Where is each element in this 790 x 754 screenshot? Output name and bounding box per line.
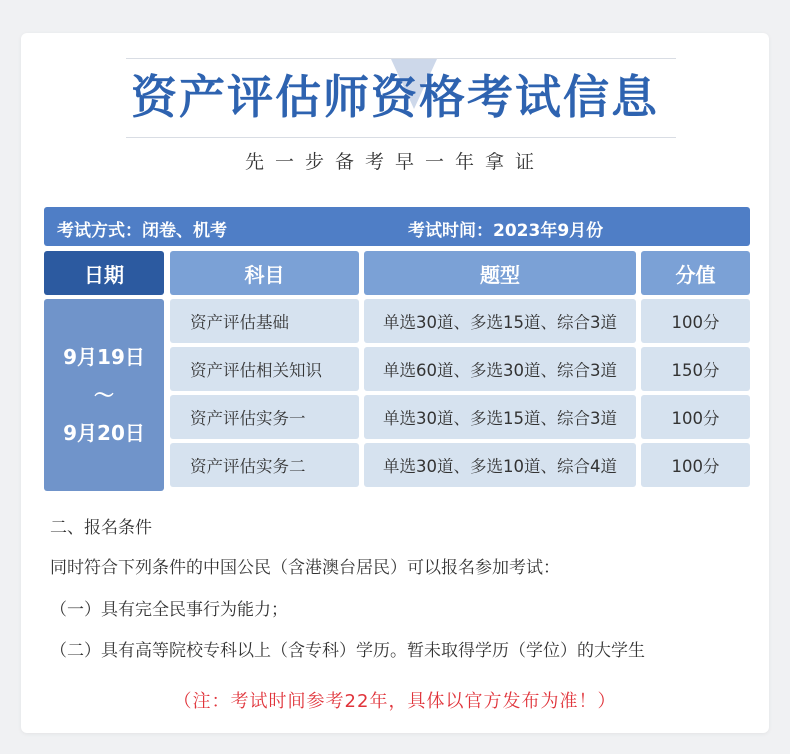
title-bottom-rule [126,137,676,138]
date-start: 9月19日 [63,345,145,369]
row-4-score: 100分 [641,443,750,487]
title-banner [21,58,769,138]
page-title: 资产评估师资格考试信息 [131,70,659,124]
header-date: 日期 [44,251,164,295]
row-2-type: 单选60道、多选30道、综合3道 [364,347,636,391]
row-4-type: 单选30道、多选10道、综合4道 [364,443,636,487]
conditions-intro: 同时符合下列条件的中国公民（含港澳台居民）可以报名参加考试： [50,558,560,578]
header-subject: 科目 [170,251,359,295]
exam-date-cell [44,299,164,491]
date-end: 9月20日 [63,421,145,445]
row-4-subject: 资产评估实务二 [170,443,359,487]
row-2-subject: 资产评估相关知识 [170,347,359,391]
header-question-type: 题型 [364,251,636,295]
footnote: （注：考试时间参考22年，具体以官方发布为准！） [173,691,617,712]
row-3-type: 单选30道、多选15道、综合3道 [364,395,636,439]
page-subtitle: 先一步备考早一年拿证 [244,151,545,173]
content-card [21,33,769,733]
exam-method: 考试方式：闭卷、机考 [57,221,227,241]
row-3-subject: 资产评估实务一 [170,395,359,439]
row-1-score: 100分 [641,299,750,343]
row-3-score: 100分 [641,395,750,439]
condition-item-1: （一）具有完全民事行为能力； [50,600,288,620]
conditions-heading: 二、报名条件 [50,518,152,538]
exam-time: 考试时间：2023年9月份 [408,221,604,241]
header-score: 分值 [641,251,750,295]
exam-info-bar [44,207,750,246]
condition-item-2: （二）具有高等院校专科以上（含专科）学历。暂未取得学历（学位）的大学生 [50,641,645,661]
date-separator: ～ [94,383,114,407]
row-2-score: 150分 [641,347,750,391]
row-1-type: 单选30道、多选15道、综合3道 [364,299,636,343]
row-1-subject: 资产评估基础 [170,299,359,343]
